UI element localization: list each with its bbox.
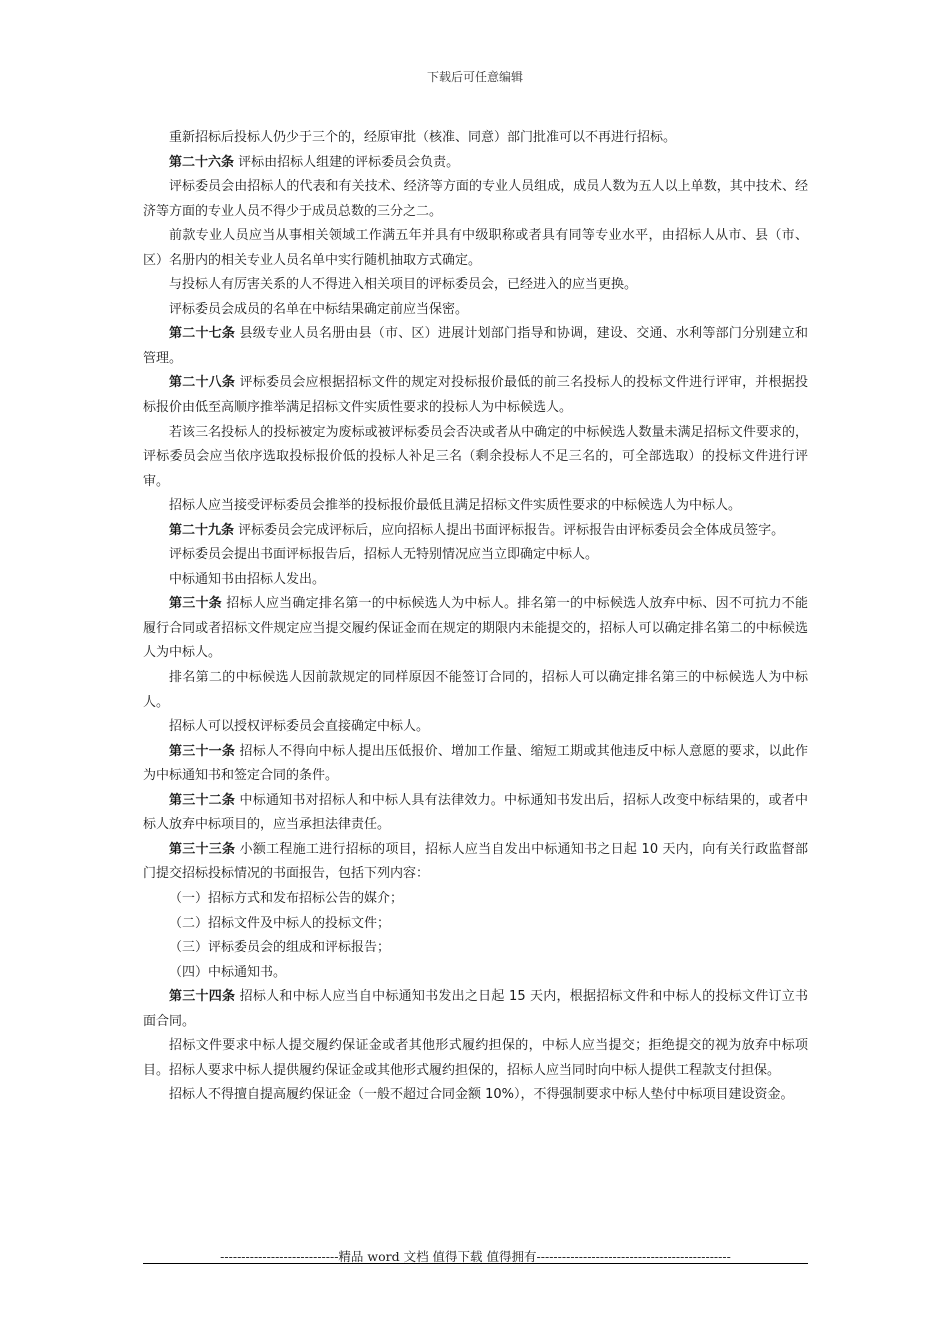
paragraph-text: 小额工程施工进行招标的项目，招标人应当自发出中标通知书之日起 10 天内，向有关行政监督部门提交招标投标情况的书面报告，包括下列内容： xyxy=(143,841,808,882)
paragraph-text: （三）评标委员会的组成和评标报告； xyxy=(169,940,391,956)
paragraph-text: 排名第二的中标候选人因前款规定的同样原因不能签订合同的，招标人可以确定排名第三的中标候选人为中标人。 xyxy=(143,670,808,710)
paragraph xyxy=(143,592,808,666)
paragraph xyxy=(143,175,808,224)
article-label: 第二十七条 xyxy=(169,326,236,342)
article-label: 第三十三条 xyxy=(169,841,236,857)
article-label: 第二十六条 xyxy=(169,154,235,170)
paragraph-text: 评标委员会完成评标后，应向招标人提出书面评标报告。评标报告由评标委员会全体成员签字。 xyxy=(234,522,785,538)
paragraph xyxy=(143,961,808,986)
paragraph xyxy=(143,740,808,789)
article-label: 第三十四条 xyxy=(169,989,236,1005)
paragraph xyxy=(143,715,808,740)
paragraph-text: 中标通知书对招标人和中标人具有法律效力。中标通知书发出后，招标人改变中标结果的，或者中标人放弃中标项目的，应当承担法律责任。 xyxy=(143,792,808,833)
paragraph-text: （二）招标文件及中标人的投标文件； xyxy=(169,915,391,931)
paragraph xyxy=(143,666,808,715)
paragraph xyxy=(143,789,808,838)
paragraph-text: 评标委员会提出书面评标报告后，招标人无特别情况应当立即确定中标人。 xyxy=(169,547,599,563)
paragraph-text: 评标委员会应根据招标文件的规定对投标报价最低的前三名投标人的投标文件进行评审，并根据投标报价由低至高顺序推举满足招标文件实质性要求的投标人为中标候选人。 xyxy=(143,375,808,416)
paragraph xyxy=(143,298,808,323)
paragraph xyxy=(143,912,808,937)
document-body xyxy=(143,126,808,1108)
paragraph-text: 招标文件要求中标人提交履约保证金或者其他形式履约担保的，中标人应当提交；拒绝提交的视为放弃中标项目。招标人要求中标人提供履约保证金或其他形式履约担保的，招标人应当同时向中标人提供工程款支付担保。 xyxy=(143,1038,808,1078)
paragraph xyxy=(143,273,808,298)
paragraph-text: 中标通知书由招标人发出。 xyxy=(169,571,326,587)
article-label: 第二十八条 xyxy=(169,375,236,391)
paragraph-text: 评标由招标人组建的评标委员会负责。 xyxy=(234,154,460,170)
paragraph xyxy=(143,985,808,1034)
paragraph xyxy=(143,887,808,912)
paragraph-text: （四）中标通知书。 xyxy=(169,964,287,980)
paragraph xyxy=(143,568,808,593)
paragraph xyxy=(143,322,808,371)
paragraph xyxy=(143,224,808,273)
paragraph-text: 重新招标后投标人仍少于三个的，经原审批（核准、同意）部门批准可以不再进行招标。 xyxy=(169,130,677,145)
page-header: 下载后可任意编辑 xyxy=(426,70,523,84)
paragraph-text: 县级专业人员名册由县（市、区）进展计划部门指导和协调，建设、交通、水利等部门分别建立和管理。 xyxy=(143,326,808,366)
paragraph-text: 与投标人有厉害关系的人不得进入相关项目的评标委员会，已经进入的应当更换。 xyxy=(169,277,638,293)
paragraph-text: 招标人不得擅自提高履约保证金（一般不超过合同金额 10%），不得强制要求中标人垫付中标项目建设资金。 xyxy=(169,1087,794,1103)
paragraph-text: 招标人可以授权评标委员会直接确定中标人。 xyxy=(169,719,430,735)
paragraph-text: 若该三名投标人的投标被定为废标或被评标委员会否决或者从中确定的中标候选人数量未满足招标文件要求的，评标委员会应当依序选取投标报价低的投标人补足三名（剩余投标人不足三名的，可全部选取）的投标文件进行评审。 xyxy=(143,424,808,489)
article-label: 第二十九条 xyxy=(169,522,235,538)
paragraph xyxy=(143,126,808,151)
paragraph xyxy=(143,421,808,495)
footer-divider xyxy=(143,1263,808,1264)
paragraph xyxy=(143,519,808,544)
paragraph xyxy=(143,1034,808,1083)
paragraph xyxy=(143,838,808,887)
article-label: 第三十一条 xyxy=(169,743,236,759)
paragraph-text: 招标人和中标人应当自中标通知书发出之日起 15 天内，根据招标文件和中标人的投标文件订立书面合同。 xyxy=(143,989,808,1029)
paragraph-text: 招标人不得向中标人提出压低报价、增加工作量、缩短工期或其他违反中标人意愿的要求，以此作为中标通知书和签定合同的条件。 xyxy=(143,743,808,784)
paragraph xyxy=(143,1083,808,1108)
page-footer: ----------------------------精品 word 文档 值得下载 值得拥有---------------------------------------------- xyxy=(220,1249,731,1264)
paragraph-text: 招标人应当确定排名第一的中标候选人为中标人。排名第一的中标候选人放弃中标、因不可抗力不能履行合同或者招标文件规定应当提交履约保证金而在规定的期限内未能提交的，招标人可以确定排名第二的中标候选人为中标人。 xyxy=(143,596,808,661)
paragraph xyxy=(143,494,808,519)
paragraph xyxy=(143,543,808,568)
paragraph xyxy=(143,936,808,961)
paragraph-text: 招标人应当接受评标委员会推举的投标报价最低且满足招标文件实质性要求的中标候选人为中标人。 xyxy=(169,498,742,514)
paragraph xyxy=(143,371,808,420)
paragraph xyxy=(143,151,808,176)
paragraph-text: 前款专业人员应当从事相关领域工作满五年并具有中级职称或者具有同等专业水平，由招标人从市、县（市、区）名册内的相关专业人员名单中实行随机抽取方式确定。 xyxy=(143,228,808,268)
paragraph-text: 评标委员会成员的名单在中标结果确定前应当保密。 xyxy=(169,301,469,317)
article-label: 第三十条 xyxy=(169,596,222,612)
paragraph-text: （一）招标方式和发布招标公告的媒介； xyxy=(169,890,404,906)
article-label: 第三十二条 xyxy=(169,792,236,808)
paragraph-text: 评标委员会由招标人的代表和有关技术、经济等方面的专业人员组成，成员人数为五人以上单数，其中技术、经济等方面的专业人员不得少于成员总数的三分之二。 xyxy=(143,179,808,219)
